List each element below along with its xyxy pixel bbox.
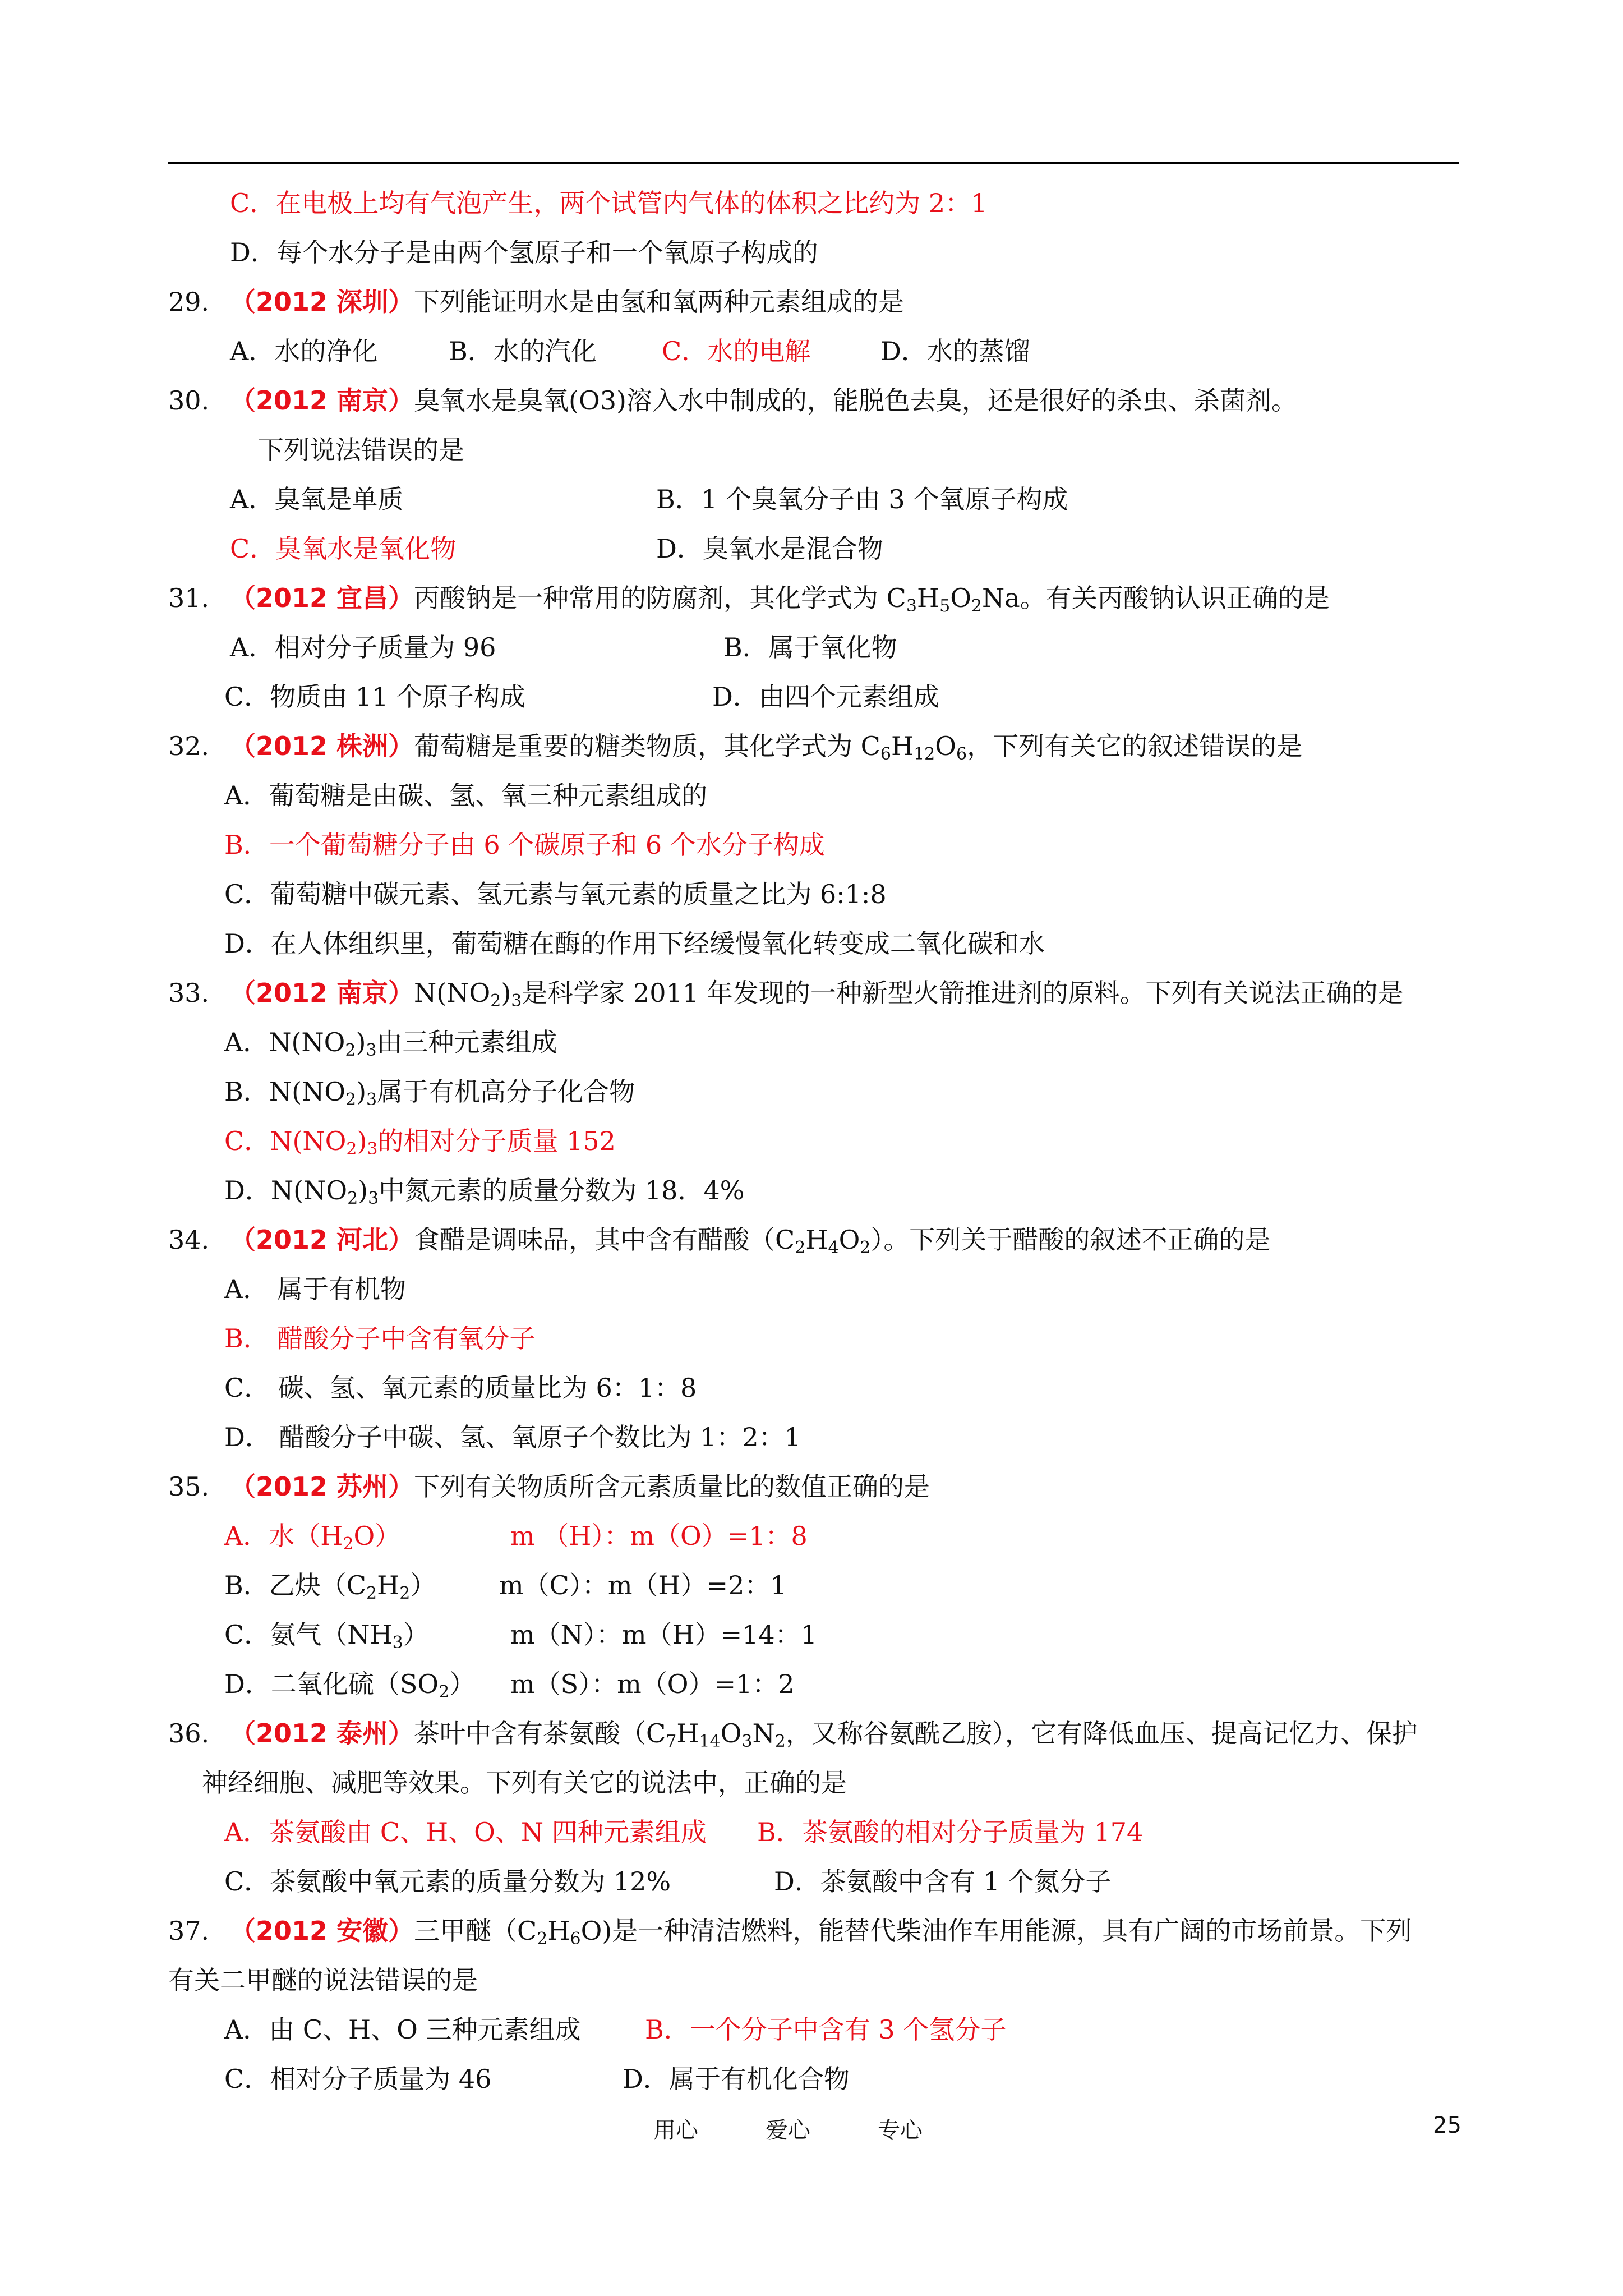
q31-options-ab: A．相对分子质量为 96 B．属于氧化物	[230, 632, 897, 662]
q30-stem: 30. （2012 南京）臭氧水是臭氧(O3)溶入水中制成的，能脱色去臭，还是很好的杀虫、杀菌剂。	[168, 385, 1297, 416]
q31-stem: 31. （2012 宜昌）丙酸钠是一种常用的防腐剂，其化学式为 $C_3H_5O_2Na$。有关丙酸钠认识正确的是	[168, 583, 1330, 616]
page-footer	[0, 2113, 1623, 2146]
q37-stem-cont: 有关二甲醚的说法错误的是	[168, 1965, 478, 1995]
q33-option-d: D．$N(NO_2)_3$中氮元素的质量分数为 18．4%	[224, 1175, 745, 1208]
q37-options-cd: C．相对分子质量为 46 D．属于有机化合物	[224, 2064, 850, 2094]
q33-option-a: A．$N(NO_2)_3$由三种元素组成	[224, 1027, 557, 1060]
q36-stem: 36. （2012 泰州）茶叶中含有茶氨酸（$C_7H_{14}O_3N_2$，又称谷氨酰乙胺），它有降低血压、提高记忆力、保护	[168, 1718, 1418, 1751]
footer-word-2: 爱心	[766, 2118, 810, 2143]
footer-word-3: 专心	[878, 2118, 923, 2143]
q30-options-cd: C．臭氧水是氧化物 D．臭氧水是混合物	[230, 533, 883, 564]
q35-option-a: A．水$(H_2O)$ m （H）：m（O）=1：8	[224, 1521, 808, 1554]
q36-stem-cont: 神经细胞、减肥等效果。下列有关它的说法中，正确的是	[202, 1768, 847, 1798]
q34-stem: 34. （2012 河北）食醋是调味品，其中含有醋酸$(C_2H_4O_2)$。下列关于醋酸的叙述不正确的是	[168, 1225, 1271, 1258]
q35-option-b: B．乙炔$(C_2H_2)$ m（C）：m（H）=2：1	[224, 1570, 787, 1603]
q34-option-c: C． 碳、氢、氧元素的质量比为 6：1：8	[224, 1373, 697, 1403]
q36-options-cd: C．茶氨酸中氧元素的质量分数为 12% D．茶氨酸中含有 1 个氮分子	[224, 1866, 1112, 1897]
footer-word-1: 用心	[653, 2118, 698, 2143]
q32-option-c: C．葡萄糖中碳元素、氢元素与氧元素的质量之比为 6:1:8	[224, 879, 887, 909]
q28-option-c: C．在电极上均有气泡产生，两个试管内气体的体积之比约为 2：1	[230, 188, 988, 218]
q30-options-ab: A．臭氧是单质 B．1 个臭氧分子由 3 个氧原子构成	[230, 484, 1068, 514]
q28-option-d: D．每个水分子是由两个氢原子和一个氧原子构成的	[230, 237, 818, 268]
q34-option-d: D． 醋酸分子中碳、氢、氧原子个数比为 1：2：1	[224, 1422, 801, 1452]
q33-option-c: C．$N(NO_2)_3$的相对分子质量 152	[224, 1126, 616, 1159]
q32-option-b: B．一个葡萄糖分子由 6 个碳原子和 6 个水分子构成	[224, 830, 825, 860]
document-body	[168, 178, 1459, 2104]
q29-stem: 29. （2012 深圳）下列能证明水是由氢和氧两种元素组成的是	[168, 287, 905, 317]
q34-option-b: B． 醋酸分子中含有氧分子	[224, 1323, 536, 1354]
header-rule	[168, 162, 1459, 164]
q36-options-ab: A．茶氨酸由 C、H、O、N 四种元素组成 B．茶氨酸的相对分子质量为 174	[224, 1817, 1144, 1847]
q37-options-ab: A．由 C、H、O 三种元素组成 B．一个分子中含有 3 个氢分子	[224, 2014, 1007, 2045]
q29-options: A．水的净化 B．水的汽化 C．水的电解 D．水的蒸馏	[230, 336, 1030, 366]
q32-option-d: D．在人体组织里，葡萄糖在酶的作用下经缓慢氧化转变成二氧化碳和水	[224, 928, 1045, 959]
q33-stem: 33. （2012 南京）$N(NO_2)_3$是科学家 2011 年发现的一种新型火箭推进剂的原料。下列有关说法正确的是	[168, 978, 1404, 1011]
q34-option-a: A． 属于有机物	[224, 1274, 406, 1304]
q31-options-cd: C．物质由 11 个原子构成 D．由四个元素组成	[224, 682, 939, 712]
q32-option-a: A．葡萄糖是由碳、氢、氧三种元素组成的	[224, 780, 708, 811]
q30-stem-cont: 下列说法错误的是	[258, 435, 464, 465]
q35-option-d: D．二氧化硫$(SO_2)$ m（S）：m（O）=1：2	[224, 1669, 795, 1702]
q33-option-b: B．$N(NO_2)_3$属于有机高分子化合物	[224, 1076, 635, 1110]
q35-stem: 35. （2012 苏州）下列有关物质所含元素质量比的数值正确的是	[168, 1471, 930, 1502]
q37-stem: 37. （2012 安徽）三甲醚$(C_2H_6O)$是一种清洁燃料，能替代柴油作车用能源，具有广阔的市场前景。下列	[168, 1916, 1412, 1949]
q32-stem: 32. （2012 株洲）葡萄糖是重要的糖类物质，其化学式为 $C_6H_{12}O_6$，下列有关它的叙述错误的是	[168, 731, 1303, 764]
q35-option-c: C．氨气$(NH_3)$ m（N）：m（H）=14：1	[224, 1619, 817, 1653]
page-number: 25	[1433, 2113, 1461, 2138]
